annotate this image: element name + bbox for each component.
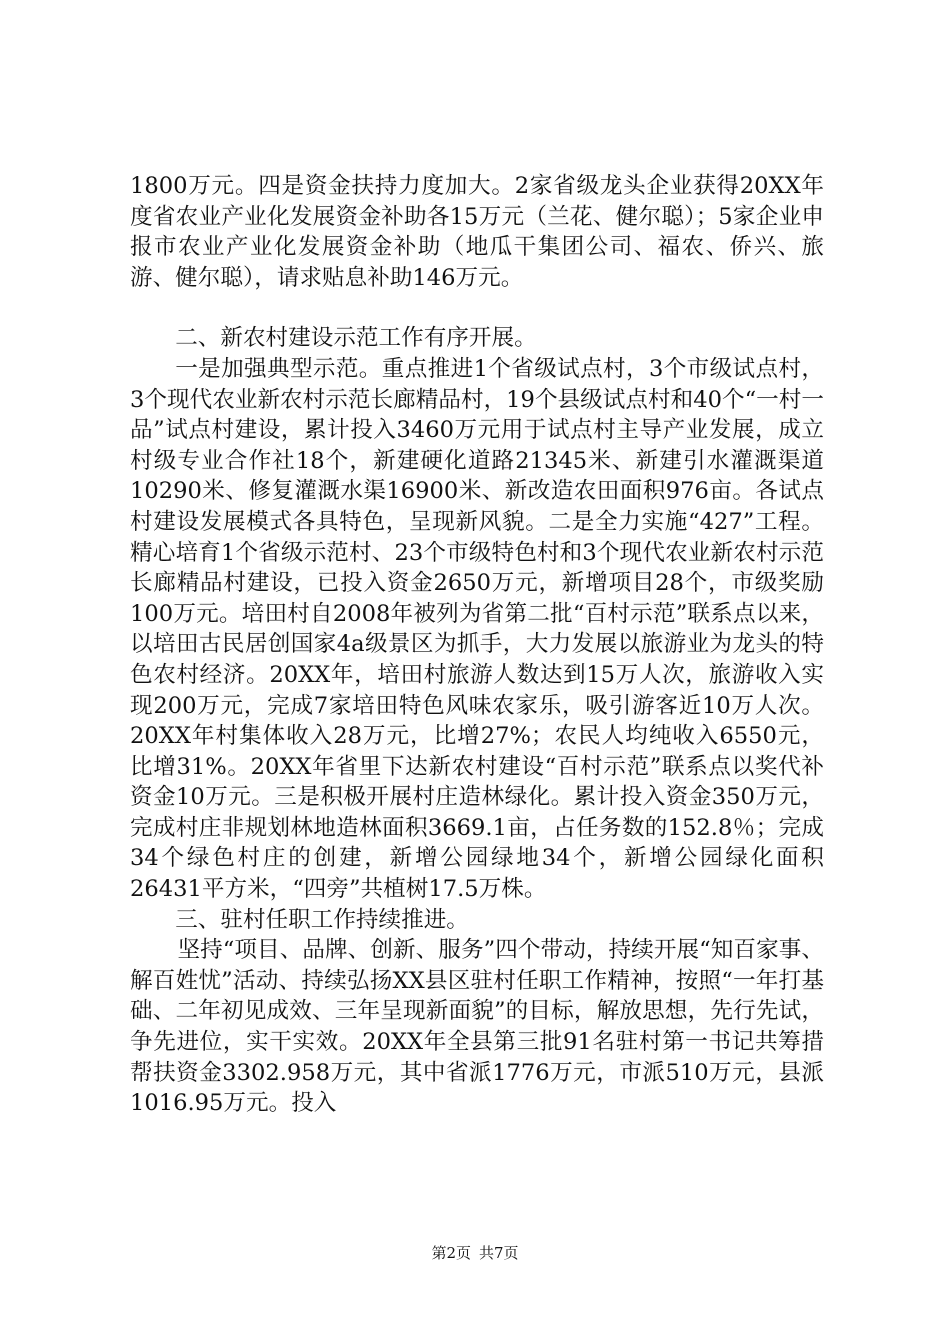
- page-total: 共7页: [479, 1244, 519, 1262]
- paragraph-village-posting-work: 坚持“项目、品牌、创新、服务”四个带动，持续开展“知百家事、解百姓忧”活动、持续弘扬XX县区驻村任职工作精神，按照“一年打基础、二年初见成效、三年呈现新面貌”的目标，解放思想，先行先试，争先进位，实干实效。20XX年全县第三批91名驻村第一书记共筹措帮扶资金3302.958万元，其中省派1776万元，市派510万元，县派1016.95万元。投入: [130, 937, 824, 1117]
- document-body: [130, 171, 824, 1119]
- paragraph-demonstration-work: 一是加强典型示范。重点推进1个省级试点村，3个市级试点村，3个现代农业新农村示范长廊精品村，19个县级试点村和40个“一村一品”试点村建设，累计投入3460万元用于试点村主导产业发展，成立村级专业合作社18个，新建硬化道路21345米、新建引水灌溉渠道10290米、修复灌溉水渠16900米、新改造农田面积976亩。各试点村建设发展模式各具特色，呈现新风貌。二是全力实施“427”工程。精心培育1个省级示范村、23个市级特色村和3个现代农业新农村示范长廊精品村建设，已投入资金2650万元，新增项目28个，市级奖励100万元。培田村自2008年被列为省第二批“百村示范”联系点以来，以培田古民居创国家4a级景区为抓手，大力发展以旅游业为龙头的特色农村经济。20XX年，培田村旅游人数达到15万人次，旅游收入实现200万元，完成7家培田特色风味农家乐，吸引游客近10万人次。20XX年村集体收入28万元，比增27%；农民人均纯收入6550元，比增31%。20XX年省里下达新农村建设“百村示范”联系点以奖代补资金10万元。三是积极开展村庄造林绿化。累计投入资金350万元，完成村庄非规划林地造林面积3669.1亩，占任务数的152.8％；完成34个绿色村庄的创建，新增公园绿地34个，新增公园绿化面积26431平方米，“四旁”共植树17.5万株。: [130, 355, 824, 903]
- section-heading-village-posting: 三、驻村任职工作持续推进。: [175, 906, 469, 933]
- paragraph-funding-support: 1800万元。四是资金扶持力度加大。2家省级龙头企业获得20XX年度省农业产业化发展资金补助各15万元（兰花、健尔聪）；5家企业申报市农业产业化发展资金补助（地瓜干集团公司、福农、侨兴、旅游、健尔聪），请求贴息补助146万元。: [130, 173, 824, 291]
- page-number: 第2页: [431, 1244, 471, 1262]
- section-heading-new-countryside: 二、新农村建设示范工作有序开展。: [175, 325, 537, 352]
- page-footer: [0, 1243, 950, 1263]
